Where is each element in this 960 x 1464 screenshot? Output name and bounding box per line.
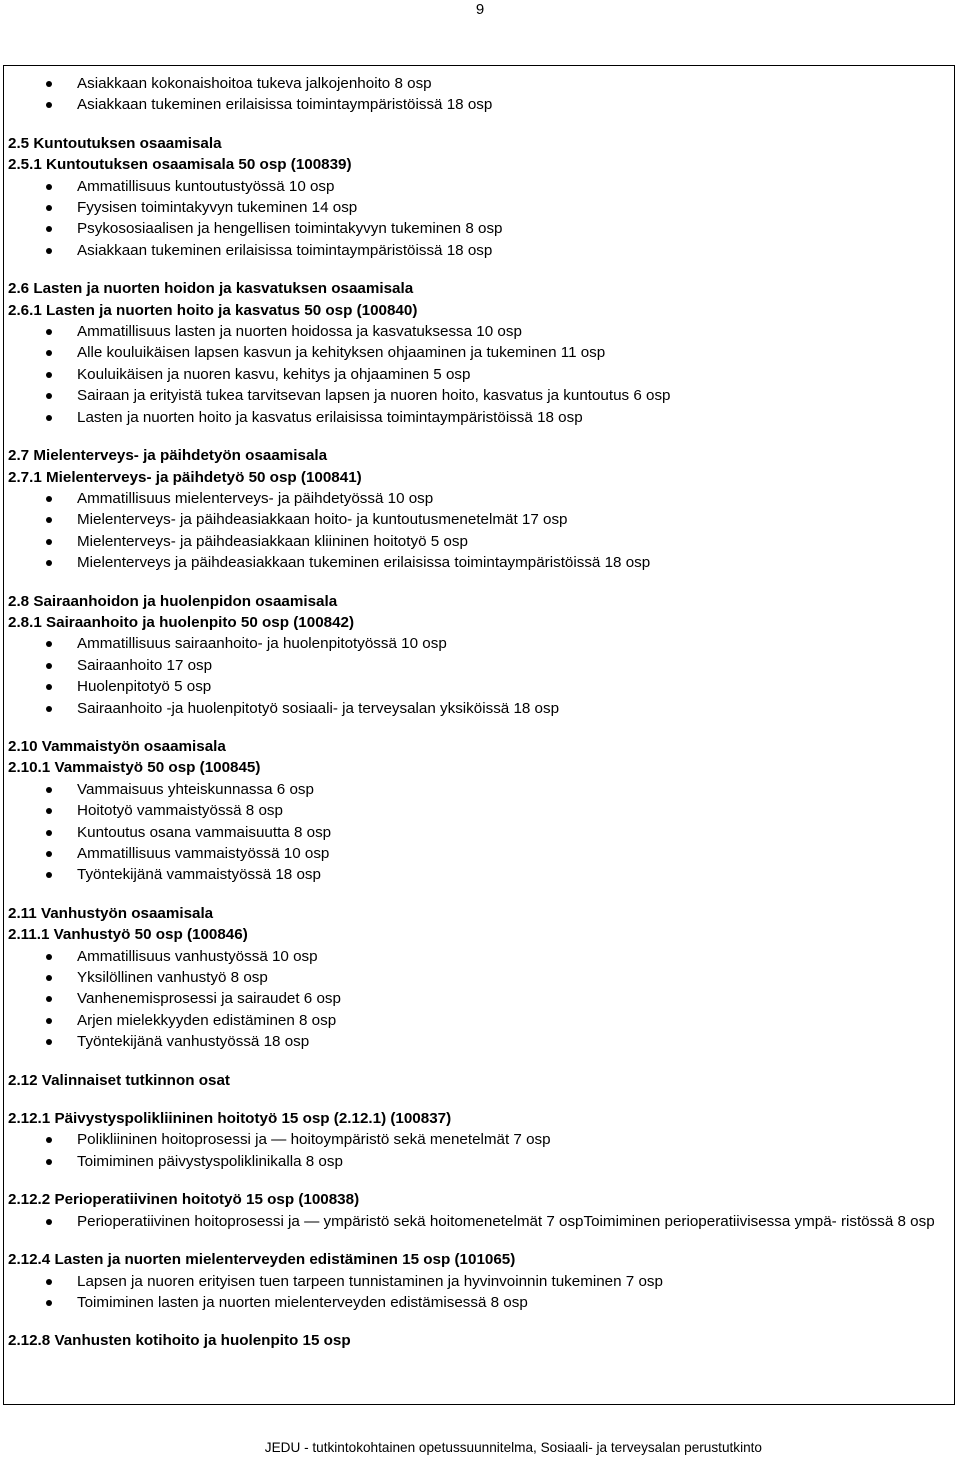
- list-item: [8, 655, 948, 676]
- section-block: [8, 73, 948, 116]
- section-spacer: [8, 1053, 948, 1070]
- section-heading: 2.12.4 Lasten ja nuorten mielenterveyden edistäminen 15 osp (101065): [8, 1251, 516, 1269]
- list-item: [8, 864, 948, 885]
- page-number: 9: [475, 1, 485, 18]
- bullet-icon: [46, 329, 52, 335]
- bullet-icon: [46, 248, 52, 254]
- list-item-text: Lapsen ja nuoren erityisen tuen tarpeen tunnistaminen ja hyvinvoinnin tukeminen 7 osp: [77, 1272, 663, 1290]
- list-item: [8, 676, 948, 697]
- list-item: [8, 197, 948, 218]
- list-item: [8, 1151, 948, 1172]
- bullet-icon: [46, 830, 52, 836]
- list-item-text: Psykososiaalisen ja hengellisen toimintakyvyn tukeminen 8 osp: [77, 220, 503, 238]
- list-item-text: Asiakkaan kokonaishoitoa tukeva jalkojenhoito 8 osp: [77, 75, 432, 92]
- list-item: [8, 1271, 948, 1292]
- bullet-list: [8, 176, 948, 262]
- list-item-text: Asiakkaan tukeminen erilaisissa toimintaympäristöissä 18 osp: [77, 96, 493, 114]
- list-item: [8, 94, 948, 115]
- list-item: [8, 342, 948, 363]
- bullet-list: [8, 1129, 948, 1172]
- bullet-list: [8, 633, 948, 719]
- section-heading: 2.5 Kuntoutuksen osaamisala: [8, 134, 222, 152]
- bullet-icon: [46, 517, 52, 523]
- list-item-text: Vanhenemisprosessi ja sairaudet 6 osp: [77, 990, 341, 1008]
- bullet-icon: [46, 1279, 52, 1285]
- bullet-icon: [46, 975, 52, 981]
- section-spacer: [8, 1172, 948, 1189]
- list-item-text: Mielenterveys- ja päihdeasiakkaan hoito- ja kuntoutusmenetelmät 17 osp: [77, 511, 568, 529]
- section-block: [8, 1108, 948, 1172]
- bullet-list: [8, 321, 948, 428]
- list-item: [8, 822, 948, 843]
- list-item-text: Ammatillisuus mielenterveys- ja päihdetyössä 10 osp: [77, 489, 434, 507]
- list-item-text: Mielenterveys- ja päihdeasiakkaan kliininen hoitotyö 5 osp: [77, 532, 468, 550]
- list-item-text: Mielenterveys ja päihdeasiakkaan tukeminen erilaisissa toimintaympäristöissä 18 osp: [77, 554, 651, 572]
- list-item-text: Hoitotyö vammaistyössä 8 osp: [77, 802, 283, 820]
- section-heading: 2.12.8 Vanhusten kotihoito ja huolenpito 15 osp: [8, 1332, 351, 1350]
- section-spacer: [8, 1232, 948, 1249]
- list-item: [8, 1010, 948, 1031]
- section-block: [8, 736, 948, 886]
- list-item-text: Kuntoutus osana vammaisuutta 8 osp: [77, 823, 332, 841]
- bullet-icon: [46, 1300, 52, 1306]
- list-item-text: Toimiminen lasten ja nuorten mielenterveyden edistämisessä 8 osp: [77, 1293, 528, 1311]
- list-item: [8, 779, 948, 800]
- section-block: [8, 133, 948, 261]
- section-heading: 2.12.1 Päivystyspolikliininen hoitotyö 15 osp (2.12.1) (100837): [8, 1110, 452, 1128]
- list-item: [8, 509, 948, 530]
- document-body: [8, 73, 948, 1352]
- list-item-text: Ammatillisuus lasten ja nuorten hoidossa ja kasvatuksessa 10 osp: [77, 323, 522, 341]
- bullet-icon: [46, 560, 52, 566]
- list-item: [8, 385, 948, 406]
- section-spacer: [8, 886, 948, 903]
- bullet-icon: [46, 1137, 52, 1143]
- section-block: [8, 1189, 948, 1232]
- list-item: [8, 967, 948, 988]
- section-heading: 2.10 Vammaistyön osaamisala: [8, 737, 226, 755]
- bullet-list: [8, 779, 948, 886]
- section-block: [8, 445, 948, 573]
- bullet-icon: [46, 81, 52, 87]
- bullet-icon: [46, 851, 52, 857]
- list-item: [8, 321, 948, 342]
- section-spacer: [8, 261, 948, 278]
- section-block: [8, 903, 948, 1053]
- list-item-text: Ammatillisuus vammaistyössä 10 osp: [77, 845, 330, 862]
- bullet-list: [8, 73, 948, 116]
- list-item-text: Ammatillisuus vanhustyössä 10 osp: [77, 947, 318, 965]
- list-item-text: Lasten ja nuorten hoito ja kasvatus erilaisissa toimintaympäristöissä 18 osp: [77, 408, 583, 426]
- page-footer: JEDU - tutkintokohtainen opetussuunnitelma, Sosiaali- ja terveysalan perustutkinto: [264, 1440, 762, 1455]
- section-spacer: [8, 428, 948, 445]
- list-item-text: Fyysisen toimintakyvyn tukeminen 14 osp: [77, 199, 358, 217]
- bullet-icon: [46, 102, 52, 108]
- section-spacer: [8, 1313, 948, 1330]
- bullet-icon: [46, 954, 52, 960]
- list-item: [8, 488, 948, 509]
- bullet-list: [8, 946, 948, 1053]
- list-item-text: Ammatillisuus sairaanhoito- ja huolenpitotyössä 10 osp: [77, 635, 447, 653]
- list-item: [8, 240, 948, 261]
- bullet-list: [8, 488, 948, 574]
- bullet-icon: [46, 226, 52, 232]
- section-heading: 2.8 Sairaanhoidon ja huolenpidon osaamisala: [8, 592, 338, 610]
- list-item: [8, 531, 948, 552]
- list-item: [8, 843, 948, 864]
- list-item: [8, 552, 948, 573]
- bullet-list: [8, 1271, 948, 1314]
- subsection-heading: 2.8.1 Sairaanhoito ja huolenpito 50 osp (100842): [8, 613, 355, 631]
- bullet-icon: [46, 1159, 52, 1165]
- list-item-text: Perioperatiivinen hoitoprosessi ja — ympäristö sekä hoitomenetelmät 7 ospToimiminen perioperatiivisessa ympä- ristössä 8 osp: [77, 1212, 935, 1230]
- bullet-icon: [46, 808, 52, 814]
- list-item: [8, 176, 948, 197]
- bullet-icon: [46, 1039, 52, 1045]
- subsection-heading: 2.5.1 Kuntoutuksen osaamisala 50 osp (100839): [8, 156, 352, 174]
- subsection-heading: 2.10.1 Vammaistyö 50 osp (100845): [8, 759, 261, 777]
- list-item-text: Sairaanhoito -ja huolenpitotyö sosiaali- ja terveysalan yksiköissä 18 osp: [77, 699, 560, 717]
- list-item: [8, 1292, 948, 1313]
- section-heading: 2.7 Mielenterveys- ja päihdetyön osaamisala: [8, 447, 328, 465]
- list-item-text: Yksilöllinen vanhustyö 8 osp: [77, 969, 268, 987]
- list-item-text: Alle kouluikäisen lapsen kasvun ja kehityksen ohjaaminen ja tukeminen 11 osp: [77, 344, 606, 362]
- list-item-text: Polikliininen hoitoprosessi ja — hoitoympäristö sekä menetelmät 7 osp: [77, 1131, 551, 1149]
- bullet-icon: [46, 787, 52, 793]
- list-item-text: Sairaanhoito 17 osp: [77, 656, 213, 674]
- bullet-icon: [46, 684, 52, 690]
- bullet-icon: [46, 872, 52, 878]
- bullet-icon: [46, 996, 52, 1002]
- bullet-icon: [46, 372, 52, 378]
- section-spacer: [8, 574, 948, 591]
- list-item-text: Toimiminen päivystyspoliklinikalla 8 osp: [77, 1152, 343, 1170]
- section-heading: 2.12 Valinnaiset tutkinnon osat: [8, 1071, 230, 1089]
- section-spacer: [8, 1091, 948, 1108]
- bullet-icon: [46, 415, 52, 421]
- list-item-text: Huolenpitotyö 5 osp: [77, 678, 212, 696]
- list-item-text: Asiakkaan tukeminen erilaisissa toimintaympäristöissä 18 osp: [77, 241, 493, 259]
- list-item-text: Vammaisuus yhteiskunnassa 6 osp: [77, 780, 314, 798]
- section-spacer: [8, 719, 948, 736]
- list-item-text: Arjen mielekkyyden edistäminen 8 osp: [77, 1011, 337, 1029]
- list-item-text: Työntekijänä vammaistyössä 18 osp: [77, 866, 321, 884]
- list-item: [8, 1129, 948, 1150]
- subsection-heading: 2.6.1 Lasten ja nuorten hoito ja kasvatus 50 osp (100840): [8, 301, 418, 319]
- list-item: [8, 946, 948, 967]
- bullet-icon: [46, 205, 52, 211]
- bullet-icon: [46, 641, 52, 647]
- list-item: [8, 218, 948, 239]
- list-item: [8, 1031, 948, 1052]
- list-item-text: Ammatillisuus kuntoutustyössä 10 osp: [77, 177, 335, 195]
- list-item-text: Työntekijänä vanhustyössä 18 osp: [77, 1033, 310, 1051]
- section-heading: 2.11 Vanhustyön osaamisala: [8, 904, 214, 922]
- list-item: [8, 364, 948, 385]
- list-item: [8, 407, 948, 428]
- section-block: [8, 591, 948, 719]
- list-item: [8, 698, 948, 719]
- list-item: [8, 73, 948, 94]
- section-heading: 2.12.2 Perioperatiivinen hoitotyö 15 osp (100838): [8, 1191, 360, 1209]
- section-spacer: [8, 116, 948, 133]
- bullet-icon: [46, 496, 52, 502]
- bullet-icon: [46, 706, 52, 712]
- subsection-heading: 2.7.1 Mielenterveys- ja päihdetyö 50 osp (100841): [8, 468, 362, 486]
- section-block: [8, 1070, 948, 1091]
- list-item: [8, 988, 948, 1009]
- list-item-text: Kouluikäisen ja nuoren kasvu, kehitys ja ohjaaminen 5 osp: [77, 365, 471, 383]
- bullet-list: [8, 1211, 948, 1232]
- bullet-icon: [46, 393, 52, 399]
- list-item: [8, 800, 948, 821]
- section-block: [8, 1249, 948, 1313]
- section-block: [8, 1330, 948, 1351]
- list-item: [8, 1211, 948, 1232]
- bullet-icon: [46, 663, 52, 669]
- bullet-icon: [46, 1018, 52, 1024]
- bullet-icon: [46, 184, 52, 190]
- list-item-text: Sairaan ja erityistä tukea tarvitsevan lapsen ja nuoren hoito, kasvatus ja kuntoutus 6 osp: [77, 387, 671, 405]
- section-block: [8, 278, 948, 428]
- bullet-icon: [46, 539, 52, 545]
- subsection-heading: 2.11.1 Vanhustyö 50 osp (100846): [8, 926, 248, 944]
- section-heading: 2.6 Lasten ja nuorten hoidon ja kasvatuksen osaamisala: [8, 280, 414, 298]
- list-item: [8, 633, 948, 654]
- bullet-icon: [46, 350, 52, 356]
- bullet-icon: [46, 1219, 52, 1225]
